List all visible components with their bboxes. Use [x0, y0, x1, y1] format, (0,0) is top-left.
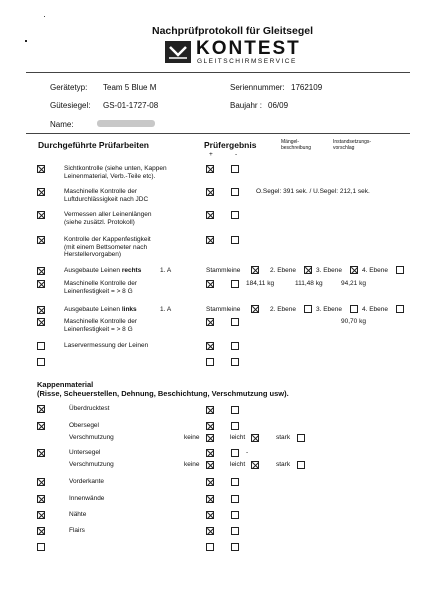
row-check[interactable] [37, 318, 45, 326]
document-title: Nachprüfprotokoll für Gleitsegel [152, 25, 314, 37]
kontest-logo-icon [165, 41, 191, 63]
minus-check[interactable] [231, 165, 239, 173]
verschmutzung-text: Verschmutzung [69, 434, 114, 441]
minus-check[interactable] [231, 188, 239, 196]
dash: - [246, 449, 249, 456]
obersegel-text: Obersegel [69, 422, 99, 429]
keine-check[interactable] [206, 434, 214, 442]
stammleine-check[interactable] [251, 305, 259, 313]
row-check[interactable] [37, 422, 45, 430]
maschinell-text: Maschinelle Kontrolle der Luftdurchlässigkeit nach JDC [64, 188, 149, 203]
divider [26, 72, 410, 73]
plus-check[interactable] [206, 478, 214, 486]
ebene4-label: 4. Ebene [362, 306, 389, 313]
leicht-label: leicht [230, 434, 246, 441]
stark-label: stark [276, 461, 291, 468]
kappenfest-text: Kontrolle der Kappenfestigkeit (mit einem Bettsometer nach Herstellervorgaben) [64, 236, 151, 258]
minus-check[interactable] [231, 527, 239, 535]
innenwaende-text: Innenwände [69, 495, 105, 502]
ebene4-check[interactable] [396, 305, 404, 313]
kappe-subheading: (Risse, Scheuerstellen, Dehnung, Beschichtung, Verschmutzung usw). [37, 389, 289, 398]
verschmutzung-text: Verschmutzung [69, 461, 114, 468]
logo-name: KONTEST [196, 38, 301, 59]
ebene2-label: 2. Ebene [270, 306, 297, 313]
ebene3-check[interactable] [350, 266, 358, 274]
logo-subtitle: GLEITSCHIRMSERVICE [197, 58, 297, 65]
row-check[interactable] [37, 211, 45, 219]
baujahr-value: 06/09 [268, 101, 289, 110]
row-check[interactable] [37, 236, 45, 244]
stammleine-check[interactable] [251, 266, 259, 274]
minus-check[interactable] [231, 511, 239, 519]
plus-check[interactable] [206, 236, 214, 244]
plus-check[interactable] [206, 280, 214, 288]
plus-check[interactable] [206, 543, 214, 551]
plus-check[interactable] [206, 188, 214, 196]
leinen-links-b: links [121, 306, 137, 313]
ebene3-label: 3. Ebene [316, 267, 343, 274]
row-check[interactable] [37, 405, 45, 413]
plus-check[interactable] [206, 449, 214, 457]
ebene4-label: 4. Ebene [362, 267, 389, 274]
minus-check[interactable] [231, 543, 239, 551]
plus-check[interactable] [206, 422, 214, 430]
row-check[interactable] [37, 495, 45, 503]
leinen-links-label [64, 306, 137, 314]
r-val3: 94,21 kg [341, 280, 366, 287]
leinenfest-text: Maschinelle Kontrolle der Leinenfestigkeit = > 8 G [64, 318, 137, 333]
leinen-links-a: Ausgebaute Leinen [64, 306, 122, 313]
plus-check[interactable] [206, 165, 214, 173]
stark-check[interactable] [297, 461, 305, 469]
r-val2: 111,48 kg [295, 280, 323, 287]
row-check[interactable] [37, 478, 45, 486]
minus-check[interactable] [231, 236, 239, 244]
minus-check[interactable] [231, 342, 239, 350]
row-check[interactable] [37, 280, 45, 288]
row-check[interactable] [37, 165, 45, 173]
minus-check[interactable] [231, 478, 239, 486]
row-check[interactable] [37, 267, 45, 275]
guetesiegel-label: Gütesiegel: [50, 101, 91, 110]
row-check[interactable] [37, 543, 45, 551]
baujahr-label: Baujahr : [230, 101, 263, 110]
minus-check[interactable] [231, 495, 239, 503]
laser-text: Laservermessung der Leinen [64, 342, 149, 349]
row-check[interactable] [37, 358, 45, 366]
stammleine-label: Stammleine [206, 267, 241, 274]
keine-label: keine [184, 461, 200, 468]
scan-speck [44, 16, 45, 17]
leinen-rechts-a: Ausgebaute Leinen [64, 267, 122, 274]
col-maengel: Mängel- beschreibung [281, 139, 312, 151]
leinenfest-text: Maschinelle Kontrolle der Leinenfestigkeit = > 8 G [64, 280, 137, 295]
plus-check[interactable] [206, 342, 214, 350]
col-pruefergebnis: Prüfergebnis [204, 140, 257, 150]
col-instandsetzung: Instandsetzungs- vorschlag [333, 139, 372, 151]
row-check[interactable] [37, 342, 45, 350]
plus-check[interactable] [206, 358, 214, 366]
ebene4-check[interactable] [396, 266, 404, 274]
ebene2-label: 2. Ebene [270, 267, 297, 274]
minus-check[interactable] [231, 280, 239, 288]
seriennummer-label: Seriennummer: [230, 83, 285, 92]
redacted-name [97, 120, 155, 127]
segel-values: O.Segel: 391 sek. / U.Segel: 212,1 sek. [256, 188, 370, 195]
minus-check[interactable] [231, 449, 239, 457]
leinen-links-c: 1. A [160, 306, 172, 313]
minus-check[interactable] [231, 358, 239, 366]
kappe-heading: Kappenmaterial [37, 380, 94, 389]
leinen-rechts-label [64, 267, 141, 275]
ebene3-label: 3. Ebene [316, 306, 343, 313]
stark-check[interactable] [297, 434, 305, 442]
col-plus: + [209, 151, 213, 158]
row-check[interactable] [37, 511, 45, 519]
scan-speck [25, 40, 27, 42]
seriennummer-value: 1762109 [291, 83, 323, 92]
vermessen-text: Vermessen aller Leinenlängen (siehe zusätzl. Protokoll) [64, 211, 152, 226]
l-val: 90,70 kg [341, 318, 366, 325]
plus-check[interactable] [206, 318, 214, 326]
naehte-text: Nähte [69, 511, 87, 518]
plus-check[interactable] [206, 527, 214, 535]
r-val1: 184,11 kg [246, 280, 275, 287]
stammleine-label: Stammleine [206, 306, 241, 313]
geraetetyp-label: Gerätetyp: [50, 83, 88, 92]
plus-check[interactable] [206, 511, 214, 519]
ueberdruck-text: Überdrucktest [69, 405, 110, 412]
leicht-check[interactable] [251, 434, 259, 442]
guetesiegel-value: GS-01-1727-08 [103, 101, 159, 110]
keine-label: keine [184, 434, 200, 441]
keine-check[interactable] [206, 461, 214, 469]
col-minus: - [235, 151, 238, 158]
flairs-text: Flairs [69, 527, 85, 534]
ebene3-check[interactable] [350, 305, 358, 313]
row-check[interactable] [37, 306, 45, 314]
minus-check[interactable] [231, 422, 239, 430]
divider [26, 133, 410, 134]
col-durchgefuehrte: Durchgeführte Prüfarbeiten [38, 140, 149, 150]
minus-check[interactable] [231, 211, 239, 219]
leinen-rechts-c: 1. A [160, 267, 172, 274]
sicht-text: Sichtkontrolle (siehe unten, Kappen Leinenmaterial, Verb.-Teile etc). [64, 165, 167, 180]
row-check[interactable] [37, 449, 45, 457]
name-label: Name: [50, 120, 74, 129]
row-check[interactable] [37, 527, 45, 535]
minus-check[interactable] [231, 318, 239, 326]
ebene2-check[interactable] [304, 266, 312, 274]
vorderkante-text: Vorderkante [69, 478, 105, 485]
plus-check[interactable] [206, 211, 214, 219]
leinen-rechts-b: rechts [121, 267, 142, 274]
minus-check[interactable] [231, 406, 239, 414]
row-check[interactable] [37, 188, 45, 196]
plus-check[interactable] [206, 406, 214, 414]
geraetetyp-value: Team 5 Blue M [103, 83, 157, 92]
plus-check[interactable] [206, 495, 214, 503]
stark-label: stark [276, 434, 291, 441]
ebene2-check[interactable] [304, 305, 312, 313]
leicht-label: leicht [230, 461, 246, 468]
untersegel-text: Untersegel [69, 449, 101, 456]
leicht-check[interactable] [251, 461, 259, 469]
